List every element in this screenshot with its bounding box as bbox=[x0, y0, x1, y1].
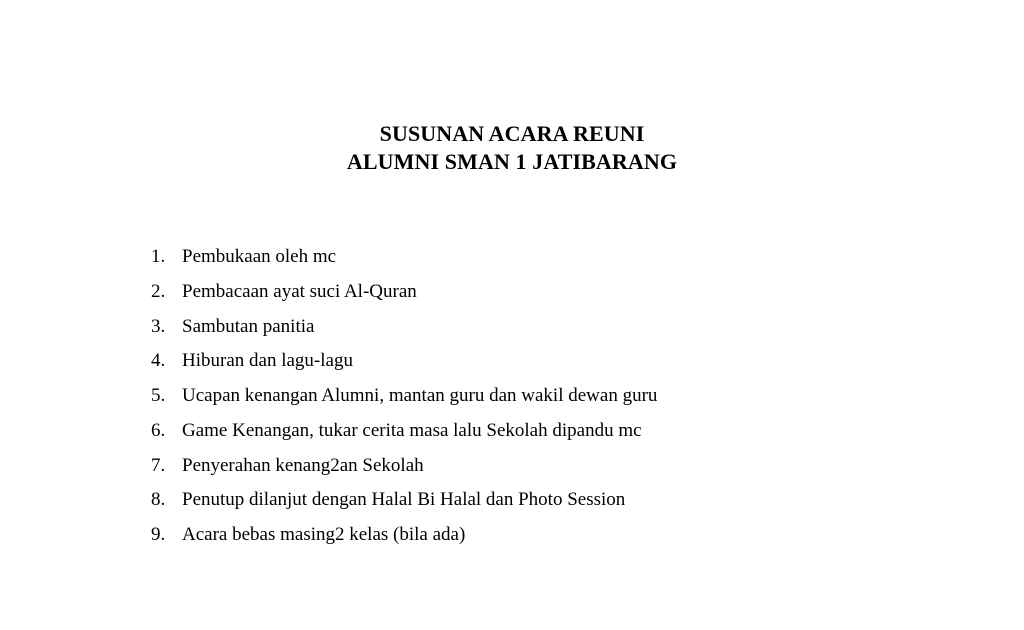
item-text: Penutup dilanjut dengan Halal Bi Halal dan Photo Session bbox=[182, 489, 626, 511]
list-item bbox=[151, 313, 657, 348]
list-item bbox=[151, 278, 657, 313]
item-number: 8. bbox=[151, 489, 166, 511]
item-number: 9. bbox=[151, 524, 166, 545]
item-number: 1. bbox=[151, 246, 166, 267]
item-number: 2. bbox=[151, 280, 166, 302]
item-number: 3. bbox=[151, 315, 166, 337]
document-title bbox=[0, 120, 1024, 176]
item-number: 6. bbox=[151, 419, 166, 441]
item-text: Penyerahan kenang2an Sekolah bbox=[182, 454, 424, 476]
list-item bbox=[151, 347, 657, 382]
agenda-list bbox=[151, 243, 657, 556]
list-item bbox=[151, 417, 657, 452]
item-text: Acara bebas masing2 kelas (bila ada) bbox=[182, 524, 466, 545]
item-text: Pembacaan ayat suci Al-Quran bbox=[182, 280, 417, 302]
item-text: Hiburan dan lagu-lagu bbox=[182, 350, 353, 372]
item-text: Sambutan panitia bbox=[182, 315, 315, 337]
item-number: 4. bbox=[151, 350, 166, 372]
list-item bbox=[151, 486, 657, 521]
list-item bbox=[151, 521, 657, 556]
title-line-1: SUSUNAN ACARA REUNI bbox=[379, 121, 645, 146]
title-line-2: ALUMNI SMAN 1 JATIBARANG bbox=[346, 149, 678, 174]
list-item bbox=[151, 452, 657, 487]
item-number: 7. bbox=[151, 454, 166, 476]
item-text: Pembukaan oleh mc bbox=[182, 246, 337, 267]
item-text: Ucapan kenangan Alumni, mantan guru dan wakil dewan guru bbox=[182, 385, 658, 406]
item-text: Game Kenangan, tukar cerita masa lalu Sekolah dipandu mc bbox=[182, 419, 642, 441]
list-item bbox=[151, 382, 657, 417]
list-item bbox=[151, 243, 657, 278]
item-number: 5. bbox=[151, 385, 166, 406]
